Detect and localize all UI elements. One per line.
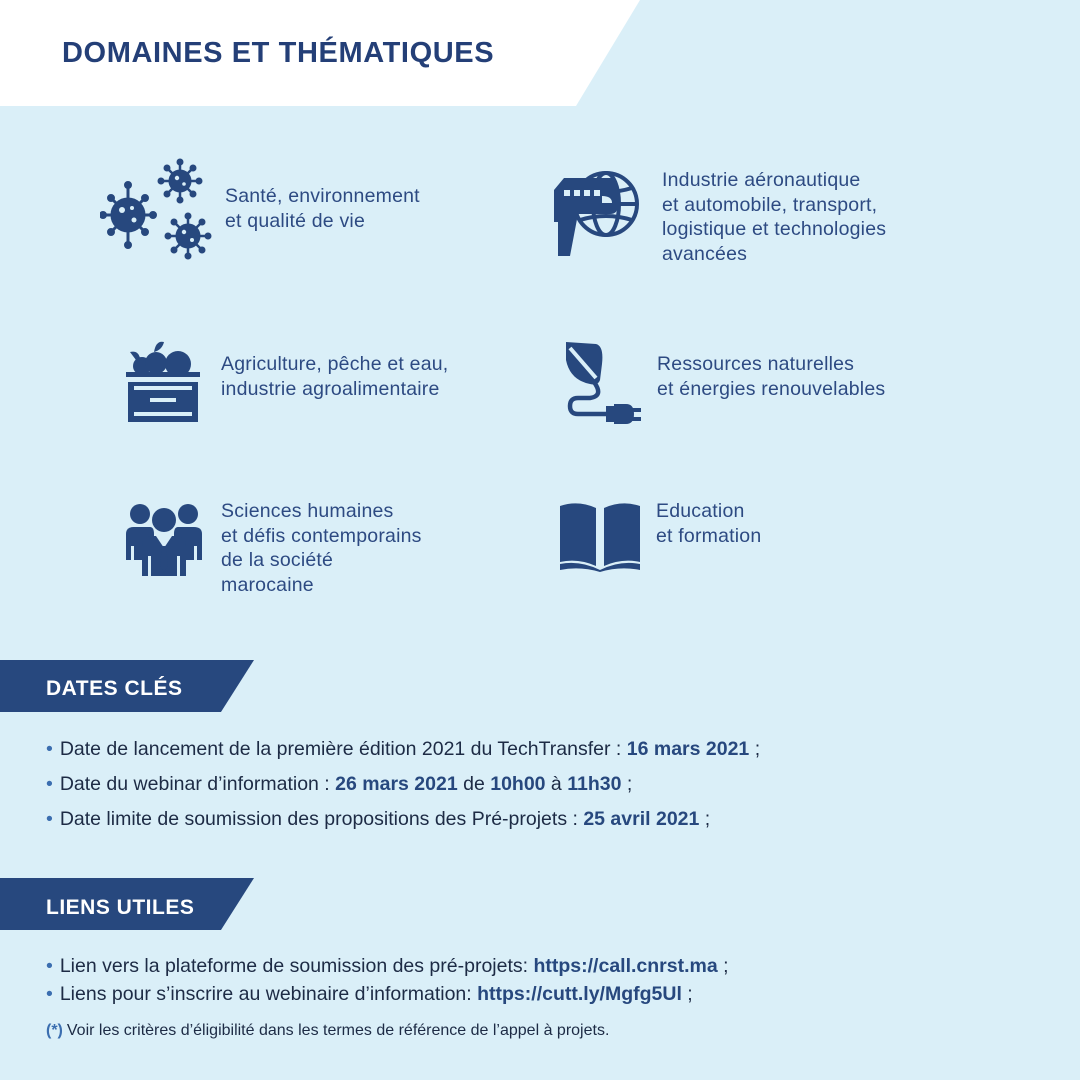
date-value: 26 mars 2021 (335, 773, 458, 795)
footnote-text: Voir les critères d’éligibilité dans les termes de référence de l’appel à projets. (66, 1022, 610, 1039)
airplane-globe-icon (552, 168, 642, 256)
footnote (46, 1022, 609, 1040)
list-item: • Liens pour s’inscrire au webinaire d’information: https://cutt.ly/Mgfg5Ul ; (46, 983, 693, 1005)
dates-title: DATES CLÉS (46, 677, 183, 700)
domain-text-industrie: Industrie aéronautique et automobile, transport, logistique et technologies avancées (662, 169, 887, 265)
list-item: • Date de lancement de la première édition 2021 du TechTransfer : 16 mars 2021 ; (46, 738, 761, 760)
bullet-icon: • (46, 773, 53, 795)
bullet-icon: • (46, 955, 53, 977)
domain-text-ressources: Ressources naturelles et énergies renouvelables (657, 353, 886, 400)
people-icon (126, 500, 202, 576)
bullet-icon: • (46, 738, 53, 760)
bullet-icon: • (46, 808, 53, 830)
links-title: LIENS UTILES (46, 896, 195, 919)
date-value: 16 mars 2021 (626, 738, 750, 760)
time-value: 10h00 (490, 773, 546, 795)
link-submission[interactable]: https://call.cnrst.ma (533, 955, 718, 977)
page-title: DOMAINES ET THÉMATIQUES (62, 37, 495, 69)
domain-text-education: Education et formation (656, 500, 762, 547)
list-item: • Lien vers la plateforme de soumission des pré-projets: https://call.cnrst.ma ; (46, 955, 729, 977)
list-item: • Date du webinar d’information : 26 mars 2021 de 10h00 à 11h30 ; (46, 773, 633, 795)
domain-text-sante: Santé, environnement et qualité de vie (225, 185, 420, 232)
links-list (46, 952, 729, 1008)
date-value: 25 avril 2021 (583, 808, 700, 830)
domain-text-agriculture: Agriculture, pêche et eau, industrie agroalimentaire (221, 353, 449, 400)
domain-text-sciences: Sciences humaines et défis contemporains de la société marocaine (221, 500, 422, 596)
open-book-icon (560, 500, 640, 572)
list-item: • Date limite de soumission des propositions des Pré-projets : 25 avril 2021 ; (46, 808, 711, 830)
virus-icon (100, 158, 215, 260)
leaf-plug-icon (560, 340, 642, 428)
time-value: 11h30 (567, 773, 622, 795)
footnote-mark: (*) (46, 1022, 63, 1039)
link-webinar[interactable]: https://cutt.ly/Mgfg5Ul (477, 983, 682, 1005)
bullet-icon: • (46, 983, 53, 1005)
dates-list (46, 732, 760, 837)
food-crate-icon (126, 338, 200, 422)
